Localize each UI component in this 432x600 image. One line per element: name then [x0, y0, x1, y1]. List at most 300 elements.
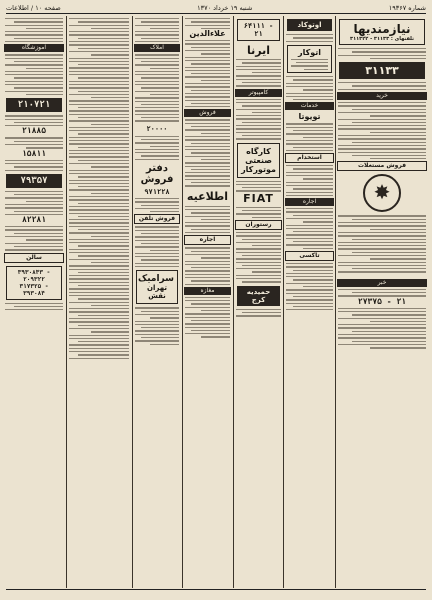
text-line [191, 330, 230, 331]
text-line [185, 206, 230, 207]
text-line [252, 112, 281, 113]
text-line [135, 198, 179, 199]
text-line [135, 142, 179, 143]
workshop-title: کارگاه صنعتی [245, 146, 272, 165]
text-line [293, 270, 333, 271]
text-line [286, 289, 333, 290]
text-line [236, 99, 281, 100]
text-line [236, 262, 281, 263]
text-line [69, 156, 129, 157]
text-line [185, 166, 230, 167]
text-line [135, 201, 179, 202]
text-line [370, 258, 426, 259]
section-real-estate-heading: فروش مستغلات [337, 161, 427, 171]
text-line [69, 104, 129, 105]
text-line [236, 232, 281, 233]
text-line [185, 323, 230, 324]
text-line [150, 146, 179, 147]
text-line [14, 166, 63, 167]
text-line [150, 211, 179, 212]
text-line [201, 80, 230, 81]
phone-number: ۲۷۳۷۵ - ۲۱ [357, 296, 407, 306]
star-logo-icon [363, 174, 401, 212]
text-line [135, 97, 179, 98]
text-line [78, 216, 129, 217]
text-line [78, 186, 129, 187]
text-line [236, 248, 281, 249]
text-line [78, 325, 129, 326]
text-line [69, 143, 129, 144]
text-line [352, 268, 426, 269]
text-line [303, 89, 333, 90]
text-line [135, 84, 179, 85]
text-line [352, 239, 426, 240]
text-line [5, 160, 63, 161]
text-line [69, 269, 129, 270]
text-line [236, 66, 281, 67]
text-line [191, 229, 230, 230]
text-line [69, 31, 129, 32]
text-line [242, 239, 281, 240]
text-line [236, 69, 281, 70]
text-line [236, 184, 281, 185]
phone-ad: ۲۱۰۷۲۱ [6, 98, 62, 112]
text-line [185, 264, 230, 265]
text-line [69, 311, 129, 312]
text-line [185, 100, 230, 101]
text-line [201, 336, 230, 337]
text-line [14, 141, 63, 142]
car-ad-box [287, 45, 332, 73]
text-line [191, 267, 230, 268]
text-line [78, 117, 129, 118]
text-line [69, 150, 129, 151]
text-line [191, 169, 230, 170]
text-line [191, 103, 230, 104]
text-line [150, 94, 179, 95]
text-line [201, 159, 230, 160]
text-line [338, 255, 426, 256]
header-issue: شماره ۱۹۳۶۷ [388, 3, 426, 12]
text-line [69, 120, 129, 121]
text-line [286, 123, 333, 124]
text-line [242, 135, 281, 136]
workshop-subtitle: موتورکار [241, 164, 276, 174]
text-line [236, 75, 281, 76]
text-line [135, 208, 179, 209]
text-line [185, 86, 230, 87]
text-line [236, 138, 281, 139]
text-line [69, 87, 129, 88]
column-7 [68, 16, 130, 588]
text-line [69, 308, 129, 309]
column-4 [184, 16, 231, 588]
text-line [242, 255, 281, 256]
column-2 [285, 16, 334, 588]
text-line [185, 146, 230, 147]
sales-office-phone: ۹۷۱۲۲۸ [144, 187, 170, 196]
column-5 [134, 16, 180, 588]
text-line [91, 54, 129, 55]
text-line [296, 62, 328, 63]
text-line [201, 133, 230, 134]
text-line [338, 248, 426, 249]
text-line [293, 215, 333, 216]
price-text: ۲۰۰۰۰ [146, 124, 168, 133]
text-line [135, 230, 179, 231]
logo-text: ایرنا [246, 44, 270, 57]
text-line [303, 221, 333, 222]
text-line [69, 180, 129, 181]
text-line [5, 41, 63, 42]
text-line [185, 106, 230, 107]
text-line [191, 73, 230, 74]
text-line [293, 130, 333, 131]
text-line [185, 313, 230, 314]
text-line [201, 310, 230, 311]
text-line [135, 334, 179, 335]
text-line [69, 130, 129, 131]
text-line [5, 25, 63, 26]
text-line [338, 148, 426, 149]
text-line [286, 218, 333, 219]
text-line [338, 135, 426, 136]
text-line [185, 333, 230, 334]
text-line [185, 232, 230, 233]
text-line [150, 317, 179, 318]
text-line [91, 124, 129, 125]
text-line [191, 47, 230, 48]
text-line [236, 128, 281, 129]
text-line [141, 61, 179, 62]
text-line [69, 278, 129, 279]
text-line [338, 55, 426, 56]
text-line [5, 125, 63, 126]
text-line [135, 149, 179, 150]
text-line [69, 252, 129, 253]
text-line [236, 85, 281, 86]
text-line [141, 337, 179, 338]
phone-ad: ۲۱۸۸۵ [21, 126, 47, 136]
text-line [26, 68, 63, 69]
text-line [69, 94, 129, 95]
masthead-phones: تلفنهای : ۳۱۱۳۳ - ۳۱۱۳۲۲ [350, 36, 414, 42]
text-line [5, 249, 63, 250]
text-line [135, 246, 179, 247]
text-line [14, 211, 63, 212]
text-line [286, 263, 333, 264]
section-hall-heading: سالن [4, 253, 64, 263]
text-line [338, 337, 426, 338]
text-line [286, 309, 333, 310]
text-line [78, 203, 129, 204]
text-line [5, 204, 63, 205]
text-line [69, 249, 129, 250]
text-line [286, 150, 333, 151]
text-line [185, 83, 230, 84]
text-line [69, 213, 129, 214]
text-line [338, 265, 426, 266]
text-line [69, 100, 129, 101]
text-line [14, 61, 63, 62]
text-line [141, 155, 179, 156]
text-line [338, 152, 426, 153]
text-line [370, 321, 426, 322]
text-line [293, 231, 333, 232]
text-line [286, 211, 333, 212]
text-line [338, 245, 426, 246]
column-rule [233, 16, 234, 588]
phone-ad-box [237, 19, 280, 41]
text-line [5, 137, 63, 138]
text-line [338, 82, 426, 83]
text-line [286, 185, 333, 186]
text-line [150, 28, 179, 29]
text-line [69, 358, 129, 359]
phone-ad: ۱۵۸۱۱ [21, 148, 47, 158]
text-line [236, 309, 281, 310]
text-line [185, 96, 230, 97]
text-line [69, 302, 129, 303]
text-line [286, 133, 333, 134]
text-line [26, 201, 63, 202]
text-line [141, 117, 179, 118]
text-line [5, 71, 63, 72]
text-line [286, 86, 333, 87]
text-line [286, 165, 333, 166]
ceramic-title: سرامیک [138, 274, 174, 285]
text-line [69, 206, 129, 207]
text-line [69, 140, 129, 141]
text-line [338, 344, 426, 345]
text-line [69, 170, 129, 171]
text-line [135, 54, 179, 55]
text-line [338, 235, 426, 236]
bottom-phone-box [6, 266, 62, 300]
text-line [69, 335, 129, 336]
text-line [5, 303, 63, 304]
text-line [303, 178, 333, 179]
text-line [286, 266, 333, 267]
text-line [5, 163, 63, 164]
phone-ad: ۷۹۳۵۷ [6, 174, 62, 188]
text-line [91, 166, 129, 167]
text-line [185, 270, 230, 271]
text-line [293, 306, 333, 307]
text-line [69, 137, 129, 138]
text-line [135, 253, 179, 254]
text-line [338, 125, 426, 126]
text-line [352, 219, 426, 220]
text-line [5, 214, 63, 215]
text-line [338, 295, 426, 296]
text-line [185, 129, 230, 130]
text-line [286, 225, 333, 226]
ceramic-ad-box [136, 270, 178, 304]
text-line [286, 283, 333, 284]
text-line [141, 205, 179, 206]
text-line [135, 74, 179, 75]
text-line [69, 173, 129, 174]
text-line [91, 28, 129, 29]
text-line [338, 308, 426, 309]
text-line [338, 145, 426, 146]
phone-number: ۳۱۷۳۲۵ - ۳۹۳۰۸۴ [19, 282, 49, 297]
text-line [69, 110, 129, 111]
text-line [135, 330, 179, 331]
text-line [135, 34, 179, 35]
section-sale-heading: فروش [184, 109, 231, 117]
text-line [236, 109, 281, 110]
text-line [286, 182, 333, 183]
text-line [286, 83, 333, 84]
text-line [352, 85, 426, 86]
masthead-box [339, 19, 425, 45]
text-line [135, 71, 179, 72]
sales-office-heading: دفتر فروش [140, 162, 174, 185]
text-line [286, 208, 333, 209]
text-line [135, 321, 179, 322]
text-line [352, 252, 426, 253]
text-line [236, 132, 281, 133]
workshop-ad-box [237, 143, 280, 178]
text-line [5, 115, 63, 116]
text-line [185, 172, 230, 173]
text-line [236, 181, 281, 182]
text-line [236, 79, 281, 80]
text-line [286, 276, 333, 277]
text-line [14, 306, 63, 307]
text-line [293, 188, 333, 189]
text-line [78, 160, 129, 161]
text-line [5, 84, 63, 85]
text-line [185, 119, 230, 120]
text-line [352, 314, 426, 315]
section-phone-sale-heading: فروش تلفن [134, 214, 180, 224]
text-line [26, 147, 63, 148]
text-line [135, 256, 179, 257]
text-line [286, 303, 333, 304]
text-line [293, 79, 333, 80]
text-line [78, 354, 129, 355]
text-line [69, 153, 129, 154]
text-line [201, 219, 230, 220]
text-line [78, 176, 129, 177]
text-line [338, 334, 426, 335]
section-property-heading: املاک [134, 44, 180, 52]
text-line [201, 53, 230, 54]
text-line [338, 327, 426, 328]
text-line [5, 243, 63, 244]
text-line [69, 183, 129, 184]
text-line [236, 278, 281, 279]
text-line [78, 133, 129, 134]
text-line [191, 63, 230, 64]
fiat-logo: FIAT [243, 191, 274, 205]
text-line [236, 118, 281, 119]
masthead-title: نیازمندیها [353, 22, 411, 36]
text-line [201, 28, 230, 29]
text-line [242, 105, 281, 106]
text-line [5, 197, 63, 198]
text-line [252, 217, 281, 218]
text-line [191, 280, 230, 281]
text-line [69, 292, 129, 293]
text-line [185, 76, 230, 77]
text-line [370, 132, 426, 133]
section-taxi-heading: تاکسی [285, 251, 334, 261]
section-buy-heading: خرید [337, 92, 427, 100]
text-line [78, 107, 129, 108]
section-jobs-heading: استخدام [285, 153, 334, 163]
text-line [185, 254, 230, 255]
phone-ad: ۸۲۲۸۱ [21, 215, 47, 225]
text-line [78, 48, 129, 49]
text-line [135, 263, 179, 264]
text-line [236, 59, 281, 60]
text-line [69, 81, 129, 82]
text-line [338, 105, 426, 106]
text-line [352, 142, 426, 143]
text-line [26, 28, 63, 29]
text-line [141, 21, 179, 22]
text-line [135, 136, 179, 137]
text-line [141, 38, 179, 39]
text-line [5, 34, 63, 35]
text-line [14, 246, 63, 247]
text-line [236, 242, 281, 243]
text-line [69, 61, 129, 62]
text-line [5, 81, 63, 82]
text-line [286, 228, 333, 229]
text-line [135, 110, 179, 111]
phone-ad: ۳۱۱۳۳ [339, 62, 425, 79]
text-line [69, 344, 129, 345]
text-line [370, 229, 426, 230]
toyota-ad: تویوتا [298, 112, 321, 122]
text-line [185, 60, 230, 61]
section-rent-heading: اجاره [184, 235, 231, 245]
text-line [69, 84, 129, 85]
notice-heading: اطلاعیه [186, 189, 229, 203]
text-line [69, 259, 129, 260]
text-line [242, 82, 281, 83]
text-line [5, 119, 63, 120]
text-line [78, 255, 129, 256]
text-line [185, 25, 230, 26]
text-line [14, 77, 63, 78]
text-line [352, 122, 426, 123]
text-line [69, 44, 129, 45]
text-line [338, 289, 426, 290]
text-line [135, 266, 179, 267]
text-line [338, 311, 426, 312]
text-line [242, 281, 281, 282]
text-line [185, 274, 230, 275]
text-line [69, 58, 129, 59]
text-line [236, 235, 281, 236]
text-line [26, 94, 63, 95]
text-line [5, 54, 63, 55]
text-line [252, 72, 281, 73]
text-line [141, 311, 179, 312]
text-line [91, 97, 129, 98]
phone-number: ۳۹۳۰۸۴۳ - ۲۰۹۳۲۲ [17, 268, 51, 283]
text-line [286, 195, 333, 196]
text-line [304, 69, 328, 70]
text-line [338, 102, 426, 103]
text-line [338, 128, 426, 129]
